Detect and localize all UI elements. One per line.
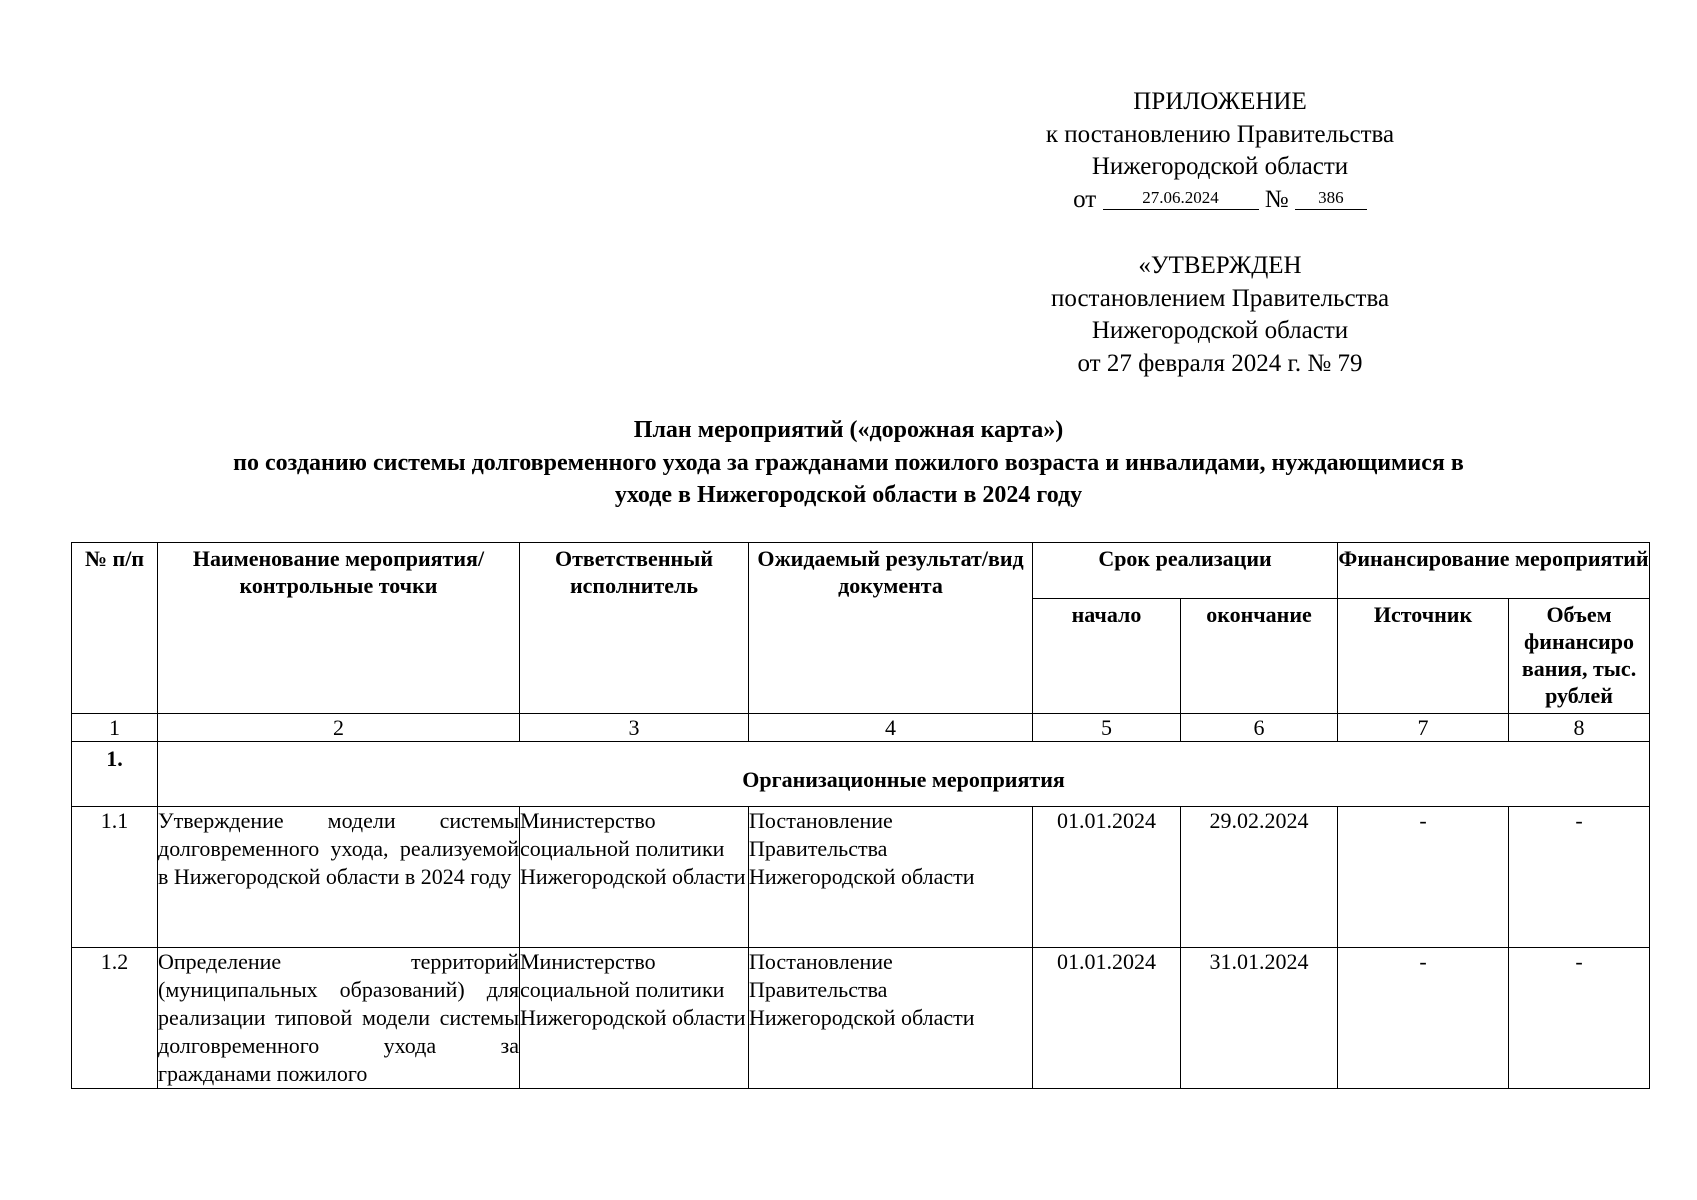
row-num: 1.1 bbox=[72, 807, 158, 948]
decree-date: 27.06.2024 bbox=[1103, 187, 1259, 210]
column-number: 6 bbox=[1181, 714, 1338, 742]
column-number: 7 bbox=[1338, 714, 1509, 742]
header-executor: Ответственный исполнитель bbox=[520, 543, 749, 714]
row-name: Определение территорий (муниципальных образований) для реализации типовой модели системы долговременного ухода за гражданами пожилого bbox=[158, 948, 520, 1089]
header-term-start: начало bbox=[1033, 599, 1181, 714]
approved-block bbox=[1000, 250, 1440, 380]
row-start: 01.01.2024 bbox=[1033, 948, 1181, 1089]
row-end: 29.02.2024 bbox=[1181, 807, 1338, 948]
approved-line-4: от 27 февраля 2024 г. № 79 bbox=[1077, 349, 1363, 377]
appendix-line-2: Нижегородской области bbox=[1091, 153, 1349, 180]
row-name: Утверждение модели системы долговременного ухода, реализуемой в Нижегородской области в 2024 году bbox=[158, 807, 520, 948]
header-row-1 bbox=[72, 543, 1650, 599]
header-term-end: окончание bbox=[1181, 599, 1338, 714]
header-finance: Финансирование мероприятий bbox=[1338, 543, 1650, 599]
date-prefix: от bbox=[1073, 185, 1097, 213]
decree-number: 386 bbox=[1295, 187, 1367, 210]
row-end: 31.01.2024 bbox=[1181, 948, 1338, 1089]
approved-line-3: Нижегородской области bbox=[1091, 317, 1349, 344]
appendix-block bbox=[1000, 86, 1440, 216]
appendix-heading: ПРИЛОЖЕНИЕ bbox=[1133, 88, 1307, 115]
row-executor: Министерство социальной политики Нижегородской области bbox=[520, 948, 749, 1089]
plan-table bbox=[71, 542, 1650, 1089]
header-num: № п/п bbox=[72, 543, 158, 714]
number-prefix: № bbox=[1264, 185, 1289, 213]
row-start: 01.01.2024 bbox=[1033, 807, 1181, 948]
row-executor: Министерство социальной политики Нижегородской области bbox=[520, 807, 749, 948]
document-title bbox=[72, 414, 1625, 512]
header-name: Наименование мероприятия/ контрольные точки bbox=[158, 543, 520, 714]
column-number: 5 bbox=[1033, 714, 1181, 742]
row-volume: - bbox=[1509, 948, 1650, 1089]
row-source: - bbox=[1338, 948, 1509, 1089]
table-row bbox=[72, 948, 1650, 1089]
title-line-3: уходе в Нижегородской области в 2024 году bbox=[614, 482, 1083, 508]
column-number: 8 bbox=[1509, 714, 1650, 742]
title-line-2: по созданию системы долговременного ухода за гражданами пожилого возраста и инвалидами, нуждающимися в bbox=[233, 449, 1464, 476]
column-number: 3 bbox=[520, 714, 749, 742]
header-finance-volume: Объем финансиро вания, тыс. рублей bbox=[1509, 599, 1650, 714]
appendix-date-number bbox=[1000, 184, 1440, 217]
row-num: 1.2 bbox=[72, 948, 158, 1089]
header-finance-source: Источник bbox=[1338, 599, 1509, 714]
header-result: Ожидаемый результат/вид документа bbox=[749, 543, 1033, 714]
column-number-row bbox=[72, 714, 1650, 742]
section-title: Организационные мероприятия bbox=[158, 742, 1650, 807]
section-row bbox=[72, 742, 1650, 807]
approved-line-1: «УТВЕРЖДЕН bbox=[1138, 252, 1302, 279]
title-line-1: План мероприятий («дорожная карта») bbox=[633, 417, 1064, 443]
approved-line-2: постановлением Правительства bbox=[1050, 284, 1390, 312]
column-number: 2 bbox=[158, 714, 520, 742]
column-number: 4 bbox=[749, 714, 1033, 742]
appendix-line-1: к постановлению Правительства bbox=[1045, 120, 1395, 148]
header-term: Срок реализации bbox=[1033, 543, 1338, 599]
row-result: Постановление Правительства Нижегородской области bbox=[749, 948, 1033, 1089]
row-result: Постановление Правительства Нижегородской области bbox=[749, 807, 1033, 948]
column-number: 1 bbox=[72, 714, 158, 742]
row-source: - bbox=[1338, 807, 1509, 948]
section-number: 1. bbox=[72, 742, 158, 807]
table-row bbox=[72, 807, 1650, 948]
row-volume: - bbox=[1509, 807, 1650, 948]
